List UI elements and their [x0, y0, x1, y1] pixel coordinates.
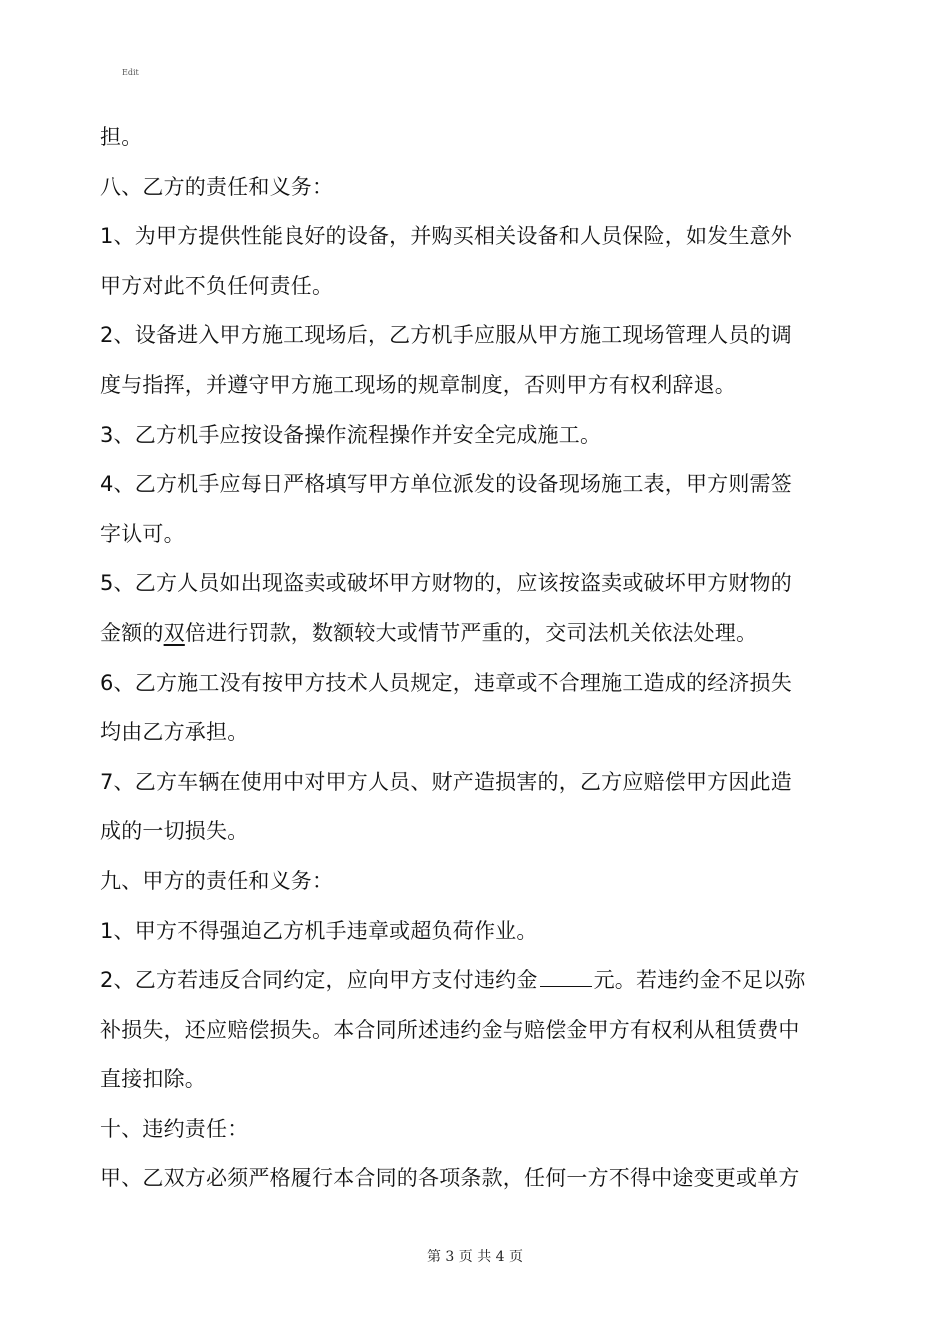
text-line: 补损失，还应赔偿损失。本合同所述违约金与赔偿金甲方有权利从租赁费中: [100, 1017, 800, 1042]
text-line: 成的一切损失。: [100, 819, 249, 844]
text-segment: 元。若违约金不足以弥: [593, 968, 806, 993]
text-line: 4、乙方机手应每日严格填写甲方单位派发的设备现场施工表，甲方则需签: [100, 472, 792, 497]
text-line: 甲方对此不负任何责任。: [100, 273, 334, 298]
text-line: 1、甲方不得强迫乙方机手违章或超负荷作业。: [100, 918, 538, 943]
text-segment: 2、乙方若违反合同约定，应向甲方支付违约金: [100, 968, 538, 993]
text-line: 字认可。: [100, 521, 185, 546]
penalty-amount-blank: [540, 968, 592, 987]
section-heading-9: 九、甲方的责任和义务：: [100, 868, 334, 893]
text-line: 担。: [100, 125, 143, 149]
text-segment: 金额的: [100, 620, 164, 645]
text-line: 5、乙方人员如出现盗卖或破坏甲方财物的，应该按盗卖或破坏甲方财物的: [100, 571, 792, 596]
header-edit-mark: Edit: [122, 68, 139, 77]
text-line: 直接扣除。: [100, 1067, 206, 1092]
text-line: 1、为甲方提供性能良好的设备，并购买相关设备和人员保险，如发生意外: [100, 224, 792, 249]
section-heading-8: 八、乙方的责任和义务：: [100, 174, 334, 199]
text-line: 均由乙方承担。: [100, 720, 249, 745]
text-line: 甲、乙双方必须严格履行本合同的各项条款，任何一方不得中途变更或单方: [100, 1166, 800, 1191]
contract-body: [100, 113, 860, 1204]
underlined-word: 双: [163, 620, 185, 645]
text-segment: 倍进行罚款，数额较大或情节严重的，交司法机关依法处理。: [184, 620, 758, 645]
text-line: 3、乙方机手应按设备操作流程操作并安全完成施工。: [100, 422, 602, 447]
text-line: 2、设备进入甲方施工现场后，乙方机手应服从甲方施工现场管理人员的调: [100, 323, 792, 348]
text-line: 6、乙方施工没有按甲方技术人员规定，违章或不合理施工造成的经济损失: [100, 670, 792, 695]
section-heading-10: 十、违约责任：: [100, 1116, 249, 1141]
text-line: 7、乙方车辆在使用中对甲方人员、财产造损害的，乙方应赔偿甲方因此造: [100, 769, 792, 794]
text-line: 度与指挥，并遵守甲方施工现场的规章制度，否则甲方有权利辞退。: [100, 372, 736, 397]
text-line-with-underline: [100, 609, 860, 659]
text-line-with-blank: [100, 956, 860, 1006]
page-number-footer: 第 3 页 共 4 页: [426, 1249, 524, 1265]
